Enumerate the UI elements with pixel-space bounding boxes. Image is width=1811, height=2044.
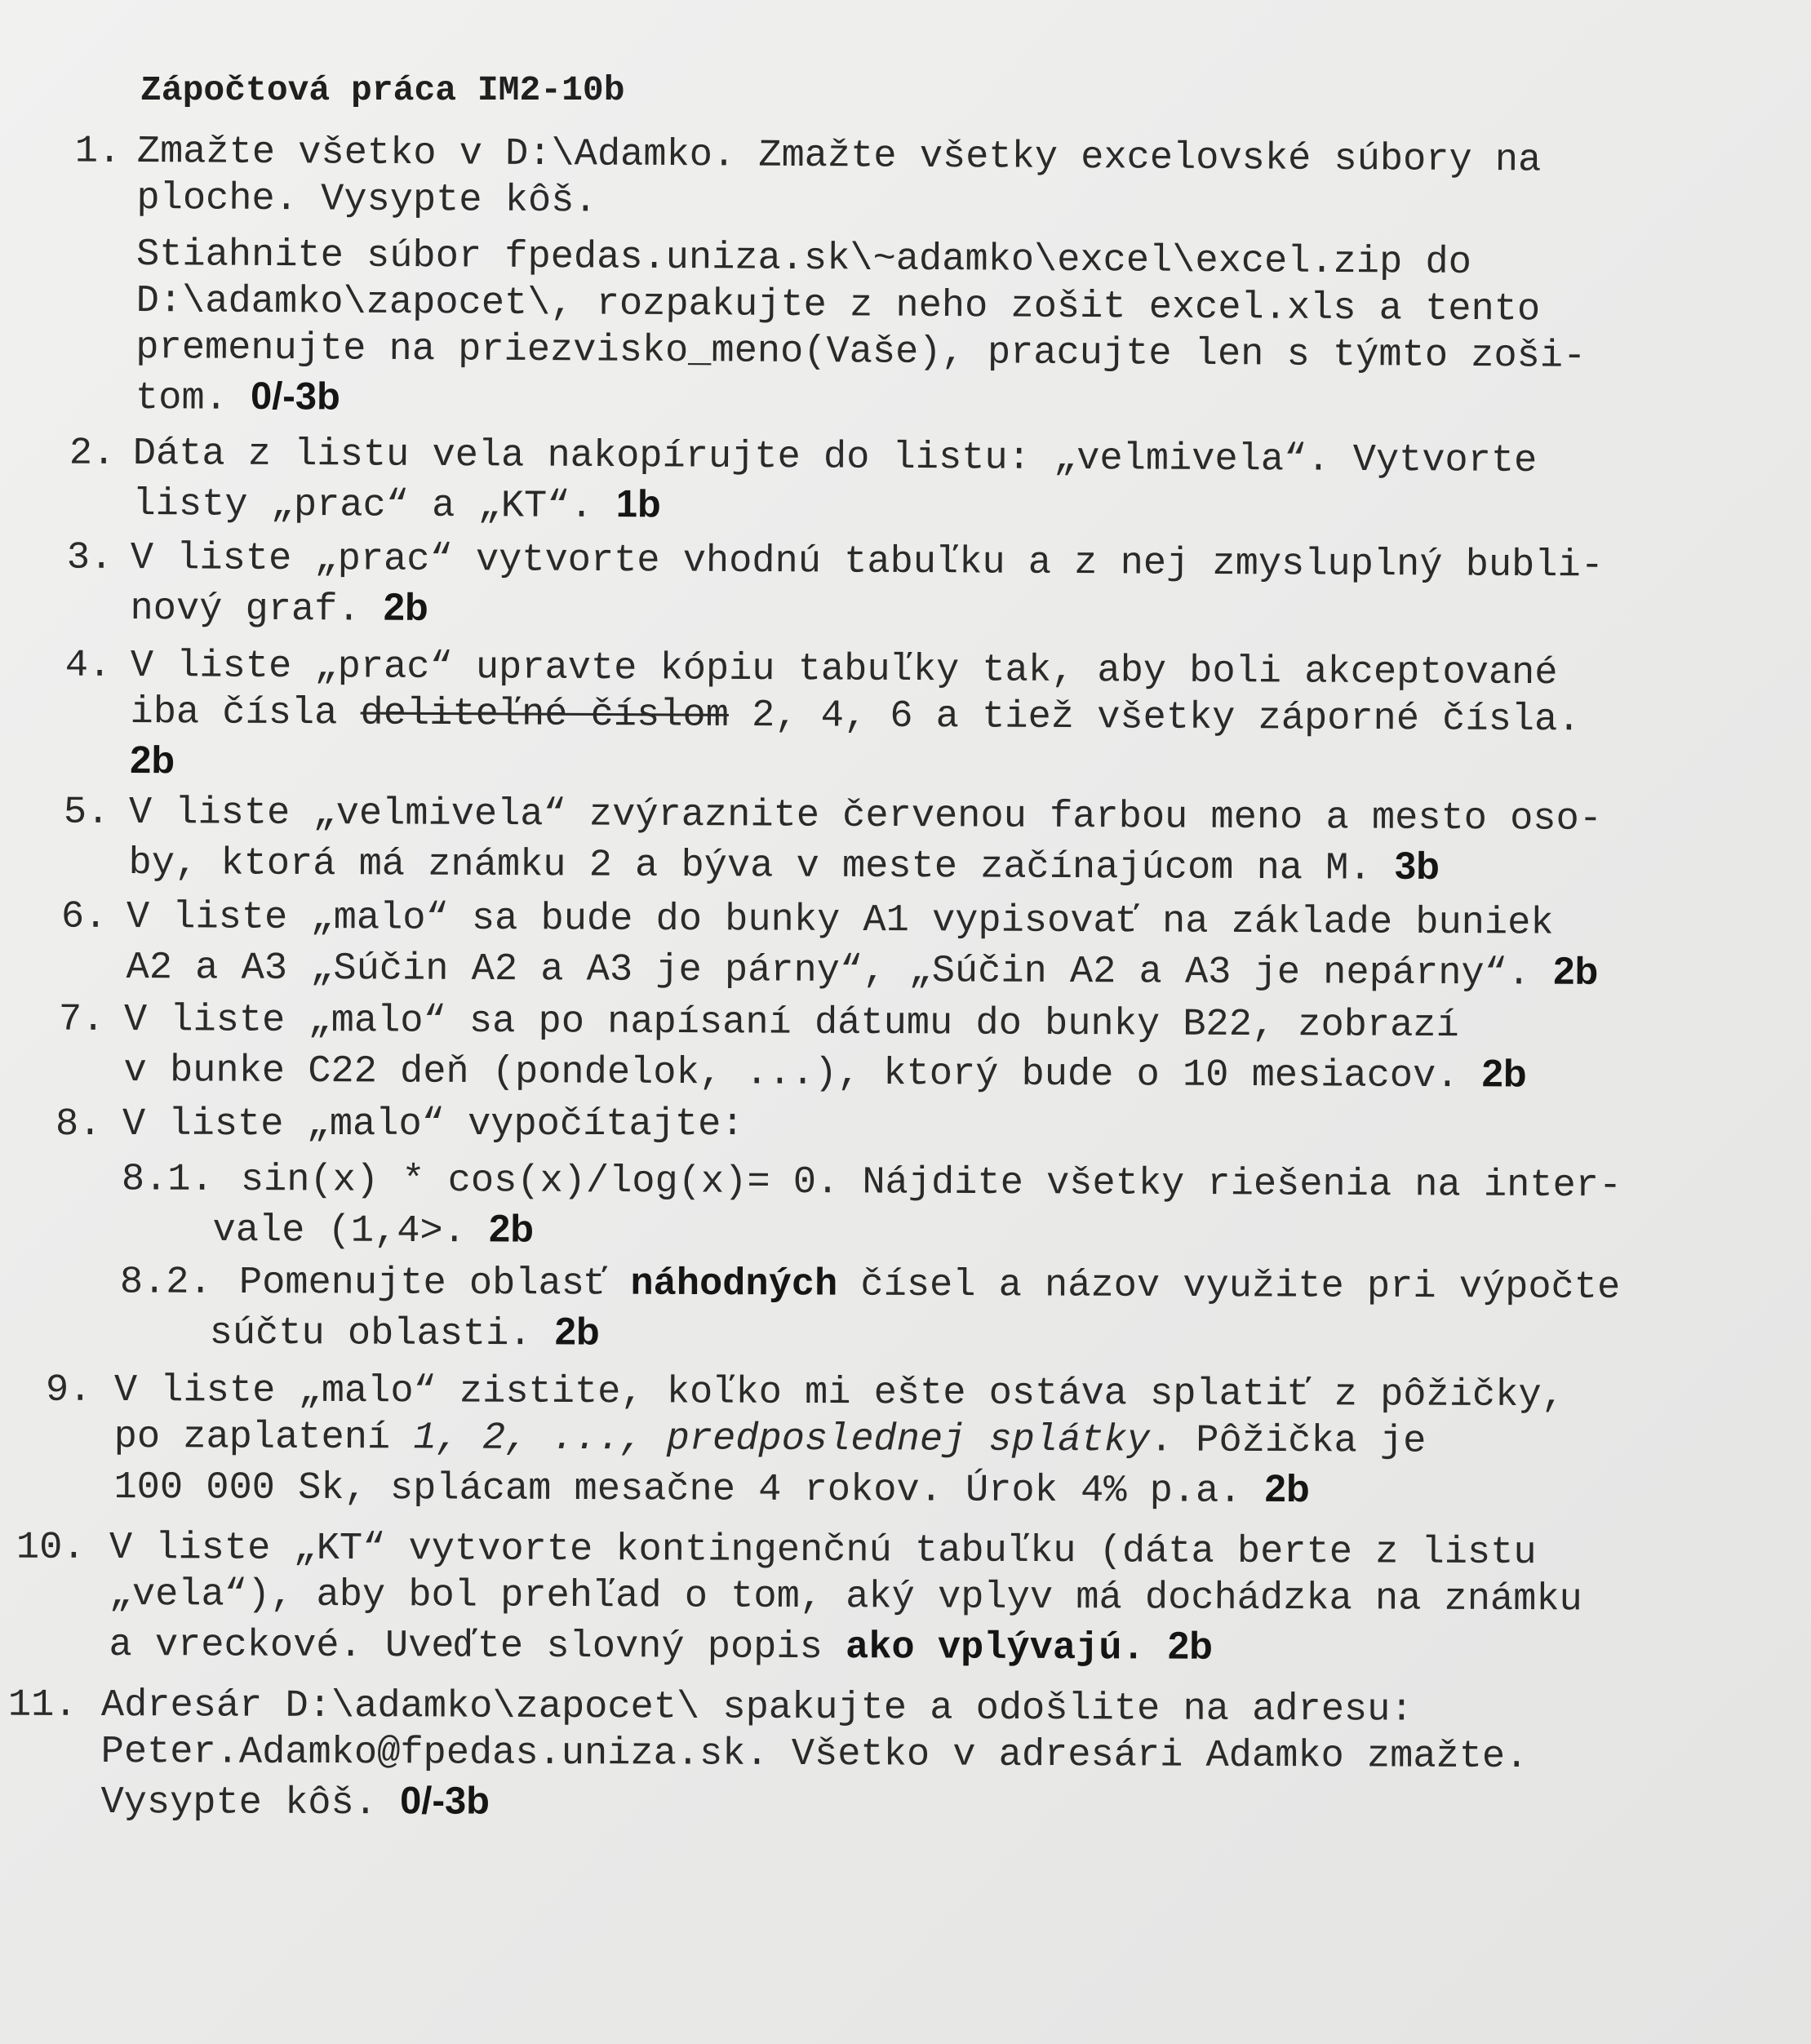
- task-5: [63, 790, 1603, 893]
- task-line: Stiahnite súbor fpedas.uniza.sk\~adamko\excel\excel.zip do: [135, 233, 1472, 285]
- page-title: Zápočtová práca IM2-10b: [140, 70, 625, 110]
- task-line: premenujte na priezvisko_meno(Vaše), pracujte len s týmto zoši-: [135, 326, 1587, 379]
- task-number: 6.: [60, 895, 108, 939]
- task-text: súčtu oblasti.: [209, 1311, 532, 1357]
- task-number: 9.: [45, 1368, 92, 1412]
- points-label: 2b: [1553, 948, 1599, 992]
- task-text: 100 000 Sk, splácam mesačne 4 rokov. Úrok 4% p.a.: [113, 1465, 1242, 1514]
- task-line: sin(x) * cos(x)/log(x)= 0. Nájdite všetky riešenia na inter-: [240, 1159, 1622, 1208]
- task-line: V liste „KT“ vytvorte kontingenčnú tabuľku (dáta berte z listu: [109, 1527, 1537, 1576]
- task-line: V liste „malo“ vypočítajte:: [122, 1103, 744, 1146]
- task-1: [74, 129, 1587, 431]
- task-line-last: [109, 1618, 1582, 1674]
- task-number: 7.: [58, 998, 105, 1042]
- points-label: 2b: [554, 1309, 600, 1353]
- bold-text: ako vplývajú.: [845, 1626, 1145, 1671]
- points-label: 2b: [488, 1206, 535, 1250]
- task-number: 4.: [64, 644, 112, 688]
- task-number: 8.: [55, 1103, 102, 1146]
- bold-text: náhodných: [630, 1262, 838, 1307]
- points-label: 2b: [130, 737, 175, 782]
- task-text: nový graf.: [130, 587, 361, 632]
- task-text: vale (1,4>.: [212, 1208, 466, 1254]
- task-number: 3.: [66, 536, 113, 580]
- task-line-last: [100, 1776, 1528, 1831]
- task-line: V liste „prac“ upravte kópiu tabuľky tak, aby boli akceptované: [130, 645, 1558, 696]
- task-line: [239, 1260, 1621, 1311]
- task-line: D:\adamko\zapocet\, rozpakujte z neho zošit excel.xls a tento: [135, 279, 1541, 332]
- task-text: iba čísla: [130, 690, 338, 736]
- task-text: tom.: [135, 376, 228, 421]
- task-10: [16, 1525, 1582, 1674]
- task-text: a vreckové. Uveďte slovný popis: [109, 1623, 823, 1670]
- task-line: [130, 689, 1580, 743]
- task-7: [58, 997, 1527, 1100]
- task-8-1: [121, 1157, 1622, 1260]
- task-line: [114, 1414, 1565, 1465]
- task-number: 8.1.: [121, 1158, 214, 1202]
- task-line-last: [130, 736, 1580, 794]
- task-line: V liste „velmivela“ zvýraznite červenou farbou meno a mesto oso-: [128, 791, 1603, 841]
- points-label: 2b: [383, 584, 428, 628]
- task-text: by, ktorá má známku 2 a býva v meste začínajúcom na M.: [128, 841, 1372, 891]
- task-line: „vela“), aby bol prehľad o tom, aký vplyv má dochádzka na známku: [109, 1572, 1582, 1622]
- task-line-last: [210, 1306, 1621, 1362]
- task-text: Pomenujte oblasť: [238, 1261, 608, 1306]
- task-text: čísel a názov využite pri výpočte: [860, 1263, 1621, 1310]
- task-11: [7, 1683, 1529, 1831]
- task-line: Peter.Adamko@fpedas.uniza.sk. Všetko v adresári Adamko zmažte.: [100, 1730, 1529, 1780]
- points-label: 2b: [1264, 1465, 1310, 1510]
- points-label: 3b: [1394, 843, 1440, 888]
- points-label: 2b: [1167, 1623, 1213, 1667]
- task-line-last: [135, 371, 1586, 431]
- points-label: 2b: [1481, 1051, 1527, 1095]
- points-label: 0/-3b: [400, 1778, 490, 1822]
- task-line-last: [212, 1204, 1622, 1261]
- task-text: listy „prac“ a „KT“.: [132, 482, 593, 529]
- task-6: [60, 894, 1599, 998]
- italic-text: 1, 2, ..., predposlednej splátky: [413, 1417, 1151, 1463]
- task-line: V liste „malo“ zistite, koľko mi ešte ostáva splatiť z pôžičky,: [113, 1369, 1565, 1418]
- task-line-last: [130, 582, 1603, 640]
- task-line: V liste „prac“ vytvorte vhodnú tabuľku a z nej zmysluplný bubli-: [130, 537, 1605, 588]
- task-4: [64, 643, 1581, 794]
- task-text: v bunke C22 deň (pondelok, ...), ktorý bude o 10 mesiacov.: [123, 1049, 1459, 1099]
- task-text: po zaplatení: [113, 1415, 391, 1461]
- task-2: [69, 431, 1538, 535]
- task-8-2: [119, 1260, 1621, 1362]
- task-3: [66, 535, 1605, 640]
- task-number: 2.: [69, 432, 116, 476]
- task-line: V liste „malo“ sa bude do bunky A1 vypisovať na základe buniek: [126, 896, 1554, 946]
- task-line: Dáta z listu vela nakopírujte do listu: „velmivela“. Vytvorte: [132, 432, 1538, 484]
- task-number: 11.: [7, 1683, 78, 1727]
- task-line-last: [132, 477, 1537, 535]
- task-line: V liste „malo“ sa po napísaní dátumu do bunky B22, zobrazí: [123, 999, 1459, 1049]
- task-line-last: [113, 1461, 1564, 1516]
- points-label: 0/-3b: [250, 373, 340, 418]
- task-text: A2 a A3 „Súčin A2 a A3 je párny“, „Súčin A2 a A3 je nepárny“.: [126, 946, 1531, 996]
- task-text: Vysypte kôš.: [100, 1780, 378, 1826]
- task-line-last: [128, 836, 1601, 893]
- task-line: ploche. Vysypte kôš.: [136, 176, 597, 224]
- task-number: 8.2.: [119, 1261, 212, 1305]
- task-line-last: [126, 941, 1598, 998]
- task-number: 1.: [74, 130, 122, 174]
- task-line: Adresár D:\adamko\zapocet\ spakujte a odošlite na adresu:: [100, 1684, 1414, 1732]
- task-8: [55, 1102, 744, 1148]
- struck-out-text: deliteľné číslom: [360, 692, 730, 738]
- points-label: 1b: [615, 481, 661, 525]
- task-text: . Pôžička je: [1149, 1419, 1427, 1464]
- task-line: Zmažte všetko v D:\Adamko. Zmažte všetky excelovské súbory na: [136, 130, 1542, 183]
- task-text: 2, 4, 6 a tiež všetky záporné čísla.: [751, 694, 1581, 743]
- task-9: [45, 1368, 1565, 1516]
- task-number: 10.: [16, 1526, 86, 1570]
- task-line-last: [123, 1044, 1526, 1100]
- task-number: 5.: [63, 791, 110, 835]
